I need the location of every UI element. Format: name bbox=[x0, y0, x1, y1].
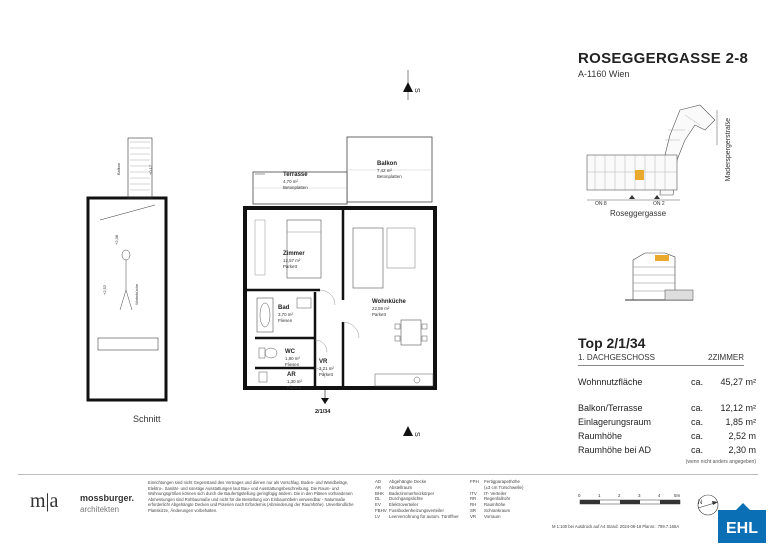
room-vr-name: VR bbox=[319, 359, 328, 365]
elevation-section bbox=[625, 245, 695, 305]
floor-plan bbox=[235, 70, 450, 450]
scale-tick: 5m bbox=[674, 493, 681, 498]
section-marker-top: S bbox=[413, 88, 420, 93]
legend-item: FPH Fertigparapethöhe bbox=[470, 479, 520, 484]
legend-item: AR Abstellraum bbox=[375, 484, 413, 490]
project-address: A-1160 Wien bbox=[578, 69, 630, 79]
room-terrasse-floor: Betonplatten bbox=[283, 185, 308, 190]
room-zimmer-name: Zimmer bbox=[283, 251, 305, 257]
room-wohnkueche-floor: Parkett bbox=[372, 312, 386, 317]
unit-floor-line bbox=[578, 353, 744, 366]
room-wc-name: WC bbox=[285, 349, 295, 355]
legend-item: BHK Badezimmerheizkörper bbox=[375, 490, 435, 496]
footer-divider bbox=[18, 474, 758, 475]
room-balkon-name: Balkon bbox=[377, 161, 398, 167]
legend-item: RH Raumhöhe bbox=[470, 502, 506, 508]
specs-table bbox=[578, 377, 756, 465]
section-label: Schnitt bbox=[133, 414, 161, 424]
room-bad-area: 3,70 m² bbox=[278, 312, 293, 317]
section-height-017: +0,17 bbox=[148, 164, 153, 175]
room-bad-floor: Fliesen bbox=[278, 318, 293, 323]
legend-item: VR Vorraum bbox=[470, 513, 501, 519]
room-wc-floor: Fliesen bbox=[285, 362, 300, 367]
legend-left bbox=[375, 479, 459, 520]
room-vr-floor: Parkett bbox=[319, 372, 333, 377]
on2-label: ON 2 bbox=[653, 201, 665, 207]
unit-highlight bbox=[635, 170, 644, 180]
spec-row: Wohnnutzfläche ca. 45,27 m² bbox=[578, 377, 756, 387]
scale-tick: 0 bbox=[578, 493, 581, 498]
door-tag: 2/1/34 bbox=[315, 409, 331, 415]
brand-logo: EHL bbox=[718, 510, 766, 543]
section-text-wohnkueche: Wohnküche bbox=[134, 283, 139, 305]
unit-top: Top 2/1/34 bbox=[578, 335, 646, 351]
disclaimer-text: Einrichtungen sind nicht Gegenstand des Vertrages und dienen nur als Vorschlag. Boden- und Wandbeläge, Elektro-, Sanitär- und sonstige Ausstattungen laut Bau- und Ausstattungsbeschreibung. Die Raum- und Wohnungsgrößen können sich durch die Baufertigstellung geringfügig ändern. Die in den Plänen vorhandenen Abmessungen sind Rohbaumaße und nicht für die Bestellung von Einbaumöbeln verwendbar - Naturmaße erforderlich! Abgehängte Decken und Poterien nach Erfordernis (Abminderung der Raumhöhe). Unverbindliche Planskizze, Änderungen vorbehalten. bbox=[148, 480, 354, 513]
legend-item: (±3 cm Türschwelle) bbox=[484, 484, 524, 490]
room-wohnkueche-name: Wohnküche bbox=[372, 299, 406, 305]
spec-row: Einlagerungsraum ca. 1,85 m² bbox=[578, 417, 756, 427]
room-bad-name: Bad bbox=[278, 305, 290, 311]
section-height-252: +2,52 bbox=[102, 284, 107, 295]
on8-label: ON 8 bbox=[595, 201, 607, 207]
spec-row: Balkon/Terrasse ca. 12,12 m² bbox=[578, 403, 756, 413]
spec-note: (wenn nicht anders angegeben) bbox=[685, 459, 756, 465]
room-balkon-area: 7,42 m² bbox=[377, 168, 392, 173]
room-zimmer-area: 12,57 m² bbox=[283, 258, 301, 263]
legend-item: EV Elektroverteiler bbox=[375, 502, 419, 508]
spec-row: Raumhöhe bei AD ca. 2,30 m bbox=[578, 445, 756, 455]
site-plan bbox=[585, 100, 760, 215]
north-label: N bbox=[698, 500, 703, 506]
section-text-balkon: Balkon bbox=[116, 162, 121, 175]
legend-item: LV Leerverrohrung für autom. Türöffner bbox=[375, 513, 459, 519]
room-zimmer-floor: Parkett bbox=[283, 264, 297, 269]
legend-item: DL Durchgangslichte bbox=[375, 496, 423, 502]
room-ar-floor: Fliesen bbox=[287, 385, 302, 390]
legend-item: AD Abgehängte Decke bbox=[375, 479, 427, 484]
architect-logo-mark: m|a bbox=[30, 490, 59, 512]
architect-subtitle: architekten bbox=[80, 505, 120, 514]
legend-item: RR Regenfallrohr bbox=[470, 496, 511, 502]
legend-item: FBHV Fussbodenheizungsverteiler bbox=[375, 507, 444, 513]
legend-item: SR Schrankraum bbox=[470, 507, 511, 513]
unit-rooms-count: 2ZIMMER bbox=[708, 353, 744, 362]
section-height-238: +2,38 bbox=[114, 234, 119, 245]
scale-bar bbox=[570, 490, 690, 520]
legend-right bbox=[470, 479, 523, 520]
scale-tick: 3 bbox=[638, 493, 641, 498]
room-ar-area: 1,30 m² bbox=[287, 379, 302, 384]
scale-tick: 1 bbox=[598, 493, 601, 498]
street-label-roseggergasse: Roseggergasse bbox=[610, 209, 667, 218]
unit-floor: 1. DACHGESCHOSS bbox=[578, 353, 655, 362]
room-terrasse-name: Terrasse bbox=[283, 172, 308, 178]
room-ar-name: AR bbox=[287, 372, 296, 378]
room-vr-area: 3,21 m² bbox=[319, 366, 334, 371]
spec-row: Raumhöhe ca. 2,52 m bbox=[578, 431, 756, 441]
scale-tick: 4 bbox=[658, 493, 661, 498]
scale-tick: 2 bbox=[618, 493, 621, 498]
project-title: ROSEGGERGASSE 2-8 bbox=[578, 50, 749, 67]
room-wc-area: 1,80 m² bbox=[285, 356, 300, 361]
section-marker-bottom: S bbox=[413, 432, 420, 437]
architect-name: mossburger. bbox=[80, 493, 135, 503]
room-terrasse-area: 4,70 m² bbox=[283, 179, 298, 184]
legend-item: ITV IT- Verteiler bbox=[470, 490, 507, 496]
scale-note: M 1:100 bei Ausdruck auf A4 Stand: 2024-06-18 Plannr.: 799.7.168A bbox=[552, 524, 680, 529]
room-wohnkueche-area: 22,59 m² bbox=[372, 306, 390, 311]
street-label-maderspergerstrasse: Maderspergerstraße bbox=[725, 118, 732, 182]
room-balkon-floor: Betonplatten bbox=[377, 174, 402, 179]
section-drawing bbox=[80, 130, 180, 410]
